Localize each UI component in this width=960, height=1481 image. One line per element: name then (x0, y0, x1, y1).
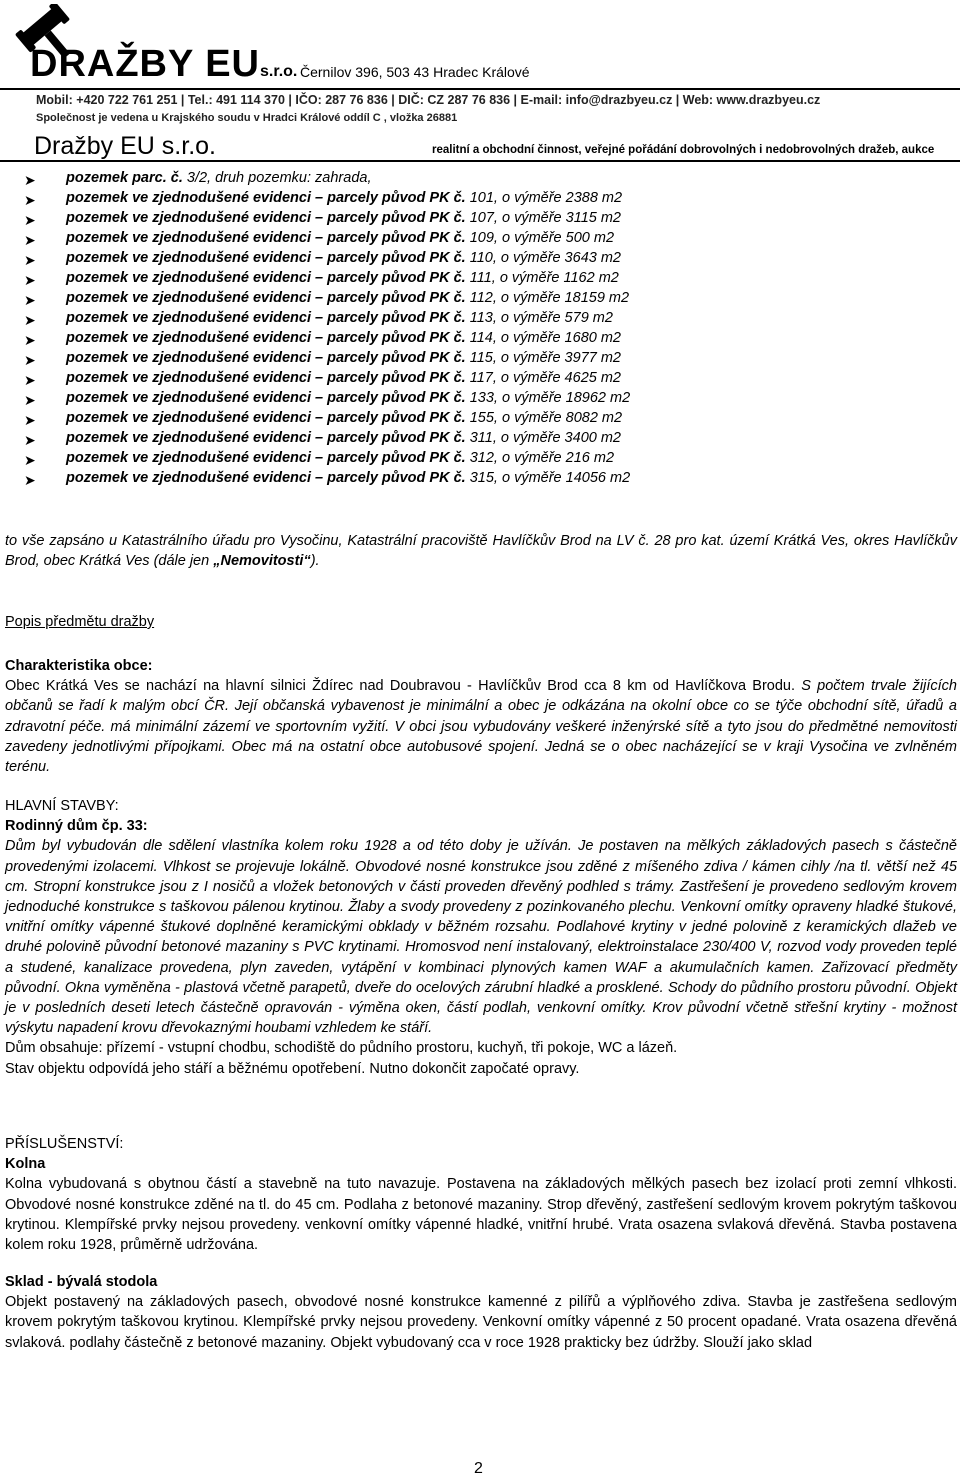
parcel-type: pozemek ve zjednodušené evidenci – parcely původ PK č. (66, 250, 466, 266)
house-contents: Dům obsahuje: přízemí - vstupní chodbu, schodiště do půdního prostoru, kuchyň, tři pokoje, WC a lázeň. (5, 1040, 678, 1057)
parcel-detail: 114, o výměře 1680 m2 (465, 330, 621, 346)
parcel-detail: 109, o výměře 500 m2 (465, 230, 615, 246)
house-description: Dům byl vybudován dle sdělení vlastníka kolem roku 1928 a od této doby je užíván. Je postaven na mělkých základových pasech s částečně provedenými izolacemi. Vlhkost se projevuje lokálně. Obvodové nosné konstrukce jsou zděné z míšeného zdiva / kámen cihly /na tl. větší než 45 cm. Stropní konstrukce jsou z I nosičů a vložek betonových v části proveden dřevěný podhled s trámy. Zastřešení je provedeno sedlovým krovem jednoduché konstrukce s taškovou pálenou krytinou. Žlaby a svody provedeny z pozinkovaného plechu. Venkovní omítky opraveny hladké štukové, vnitřní omítky vápenné štukové doplněné keramickými obklady v běžném rozsahu. Podlahové krytiny v jedné polovině z keramických dlažeb ve druhé polovině původní betonové mazaniny s PVC krytinami. Hromosvod není instalovaný, elektroinstalace 230/400 V, rozvod vody proveden teplé a studené, kanalizace provedena, plyn zaveden, vytápění v kombinaci plynových kamen WAF a akumulačních kamen. Zařizovací předměty původní. Okna vyměněna - plastová včetně parapetů, dveře do ocelových zárubní hladké a prosklené. Schody do půdního prostoru původní. Objekt je v posledních deseti letech částečně opravován - výměna oken, částí podlah, venkovní omítky. Krov původní včetně střešní krytiny - možnost výskytu napadení krovu dřevokaznými houbami vzhledem ke stáří. (5, 838, 957, 1037)
parcel-type: pozemek ve zjednodušené evidenci – parcely původ PK č. (66, 230, 466, 246)
parcel-list-item (0, 348, 960, 368)
bullet-arrow-icon: ➤ (24, 312, 36, 328)
summary-paragraph: to vše zapsáno u Katastrálního úřadu pro Vysočinu, Katastrální pracoviště Havlíčkův Brod na LV č. 28 pro kat. území Krátká Ves, okres Havlíčkův Brod, obec Krátká Ves (dále jen „Nemovitosti“). (5, 533, 957, 570)
registration-line: Společnost je vedena u Krajského soudu v Hradci Králové oddíl C , vložka 26881 (36, 112, 458, 124)
sklad-heading: Sklad - bývalá stodola (5, 1274, 158, 1290)
parcel-list-item (0, 188, 960, 208)
parcel-type: pozemek ve zjednodušené evidenci – parcely původ PK č. (66, 410, 466, 426)
bullet-arrow-icon: ➤ (24, 472, 36, 488)
parcel-detail: 113, o výměře 579 m2 (465, 310, 613, 326)
parcel-list-item (0, 308, 960, 328)
parcel-detail: 155, o výměře 8082 m2 (465, 410, 623, 426)
parcel-detail: 110, o výměře 3643 m2 (465, 250, 621, 266)
parcel-list-item (0, 388, 960, 408)
parcel-type: pozemek ve zjednodušené evidenci – parcely původ PK č. (66, 190, 466, 206)
accessories-heading: PŘÍSLUŠENSTVÍ: (5, 1136, 124, 1152)
parcel-detail: 101, o výměře 2388 m2 (465, 190, 623, 206)
parcel-detail: 311, o výměře 3400 m2 (465, 430, 621, 446)
house-heading: Rodinný dům čp. 33: (5, 818, 148, 835)
page-number: 2 (474, 1460, 483, 1477)
parcel-list-item (0, 428, 960, 448)
parcel-type: pozemek ve zjednodušené evidenci – parcely původ PK č. (66, 330, 466, 346)
sklad-section (5, 1272, 957, 1353)
parcel-detail: 3/2, druh pozemku: zahrada, (182, 170, 372, 186)
parcel-type: pozemek ve zjednodušené evidenci – parcely původ PK č. (66, 470, 466, 486)
bullet-arrow-icon: ➤ (24, 352, 36, 368)
accessories-section (5, 1134, 957, 1255)
header-bottom-divider (0, 160, 960, 162)
bullet-arrow-icon: ➤ (24, 292, 36, 308)
parcel-type: pozemek parc. č. (66, 170, 183, 186)
bullet-arrow-icon: ➤ (24, 452, 36, 468)
bullet-arrow-icon: ➤ (24, 212, 36, 228)
parcel-detail: 133, o výměře 18962 m2 (465, 390, 631, 406)
letterhead (0, 0, 960, 162)
house-state: Stav objektu odpovídá jeho stáří a běžnému opotřebení. Nutno dokončit započaté opravy. (5, 1060, 580, 1077)
obec-section (5, 656, 957, 777)
parcel-list-item (0, 468, 960, 488)
parcel-list-item (0, 448, 960, 468)
obec-heading: Charakteristika obce: (5, 658, 153, 674)
obec-text1: Obec Krátká Ves se nachází na hlavní silnici Ždírec nad Doubravou - Havlíčkův Brod cca 8 km od Havlíčkova Brodu. (5, 678, 796, 695)
main-buildings-section (5, 796, 957, 1079)
parcel-list (0, 168, 960, 488)
company-name: Dražby EU s.r.o. (34, 132, 216, 160)
parcel-type: pozemek ve zjednodušené evidenci – parcely původ PK č. (66, 390, 466, 406)
parcel-list-item (0, 248, 960, 268)
parcel-list-item (0, 168, 960, 188)
bullet-arrow-icon: ➤ (24, 372, 36, 388)
parcel-detail: 112, o výměře 18159 m2 (465, 290, 630, 306)
header-divider (0, 88, 960, 90)
parcel-detail: 117, o výměře 4625 m2 (465, 370, 621, 386)
main-buildings-heading: HLAVNÍ STAVBY: (5, 798, 119, 814)
kolna-description: Kolna vybudovaná s obytnou částí a stavebně na tuto navazuje. Postavena na základových mělkých pasech bez izolací proti zemní vlhkosti. Obvodové nosné konstrukce zděné na tl. do 45 cm. Podlaha z betonové mazaniny. Strop dřevěný, zastřešení sedlovým krovem pokrytým taškovou krytinou. Klempířské prvky nejsou provedeny. venkovní omítky vápenné hladké, vnitřní hrubé. Vrata osazena svlaková dřevěná. Stavba postavena kolem roku 1928, průměrně udržována. (5, 1176, 957, 1254)
kolna-heading: Kolna (5, 1156, 46, 1173)
parcel-type: pozemek ve zjednodušené evidenci – parcely původ PK č. (66, 310, 466, 326)
sklad-description: Objekt postavený na základových pasech, obvodové nosné konstrukce kamenné z pilířů a výplňového zdiva. Stavba je zastřešena sedlovým krovem pokrytým taškovou krytinou. Klempířské prvky nejsou provedeny. Venkovní omítky vápenné z 50 procent opadané. Vrata osazena dřevěná svlaková. podlahy částečně z betonové mazaniny. Objekt vybudovaný cca v roce 1928 prakticky bez údržby. Slouží jako sklad (5, 1294, 957, 1351)
parcel-list-item (0, 328, 960, 348)
parcel-type: pozemek ve zjednodušené evidenci – parcely původ PK č. (66, 290, 466, 306)
bullet-arrow-icon: ➤ (24, 172, 36, 188)
bullet-arrow-icon: ➤ (24, 412, 36, 428)
parcel-list-item (0, 208, 960, 228)
parcel-type: pozemek ve zjednodušené evidenci – parcely původ PK č. (66, 450, 466, 466)
contact-line: Mobil: +420 722 761 251 | Tel.: 491 114 370 | IČO: 287 76 836 | DIČ: CZ 287 76 836 | E-mail: info@drazbyeu.cz | Web: www.drazbyeu.cz (36, 93, 821, 107)
parcel-detail: 107, o výměře 3115 m2 (465, 210, 621, 226)
bullet-arrow-icon: ➤ (24, 272, 36, 288)
parcel-list-item (0, 228, 960, 248)
obec-text2: S počtem trvale žijících občanů se řadí k malým obcí ČR. Její občanská vybavenost je minimální a obec je odkázána na okolní obce co se týče obchodní sítě, úřadů a zdravotní péče. má minimální zázemí ve sportovním vyžití. V obci jsou vybudovány veškeré inženýrské sítě a tyto jsou do předmětné nemovitosti zavedeny jednotlivými přípojkami. Obec má na ostatní obce autobusové spojení. Jedná se o obec nacházející se v kraji Vysočina ve zvlněném terénu. (5, 678, 957, 776)
company-address: Černilov 396, 503 43 Hradec Králové (300, 64, 530, 80)
parcel-list-item (0, 368, 960, 388)
brand-name: DRAŽBY EUs.r.o. (30, 43, 298, 85)
parcel-list-item (0, 288, 960, 308)
bullet-arrow-icon: ➤ (24, 392, 36, 408)
parcel-type: pozemek ve zjednodušené evidenci – parcely původ PK č. (66, 210, 466, 226)
parcel-type: pozemek ve zjednodušené evidenci – parcely původ PK č. (66, 430, 466, 446)
bullet-arrow-icon: ➤ (24, 192, 36, 208)
parcel-detail: 315, o výměře 14056 m2 (465, 470, 631, 486)
parcel-detail: 115, o výměře 3977 m2 (465, 350, 621, 366)
bullet-arrow-icon: ➤ (24, 432, 36, 448)
section-heading-subject: Popis předmětu dražby (5, 614, 155, 630)
bullet-arrow-icon: ➤ (24, 232, 36, 248)
parcel-list-item (0, 268, 960, 288)
parcel-type: pozemek ve zjednodušené evidenci – parcely původ PK č. (66, 270, 466, 286)
company-activity: realitní a obchodní činnost, veřejné pořádání dobrovolných i nedobrovolných dražeb, aukce (432, 144, 935, 156)
parcel-detail: 111, o výměře 1162 m2 (465, 270, 619, 286)
bullet-arrow-icon: ➤ (24, 332, 36, 348)
parcel-detail: 312, o výměře 216 m2 (465, 450, 615, 466)
bullet-arrow-icon: ➤ (24, 252, 36, 268)
parcel-list-item (0, 408, 960, 428)
parcel-type: pozemek ve zjednodušené evidenci – parcely původ PK č. (66, 370, 466, 386)
parcel-type: pozemek ve zjednodušené evidenci – parcely původ PK č. (66, 350, 466, 366)
